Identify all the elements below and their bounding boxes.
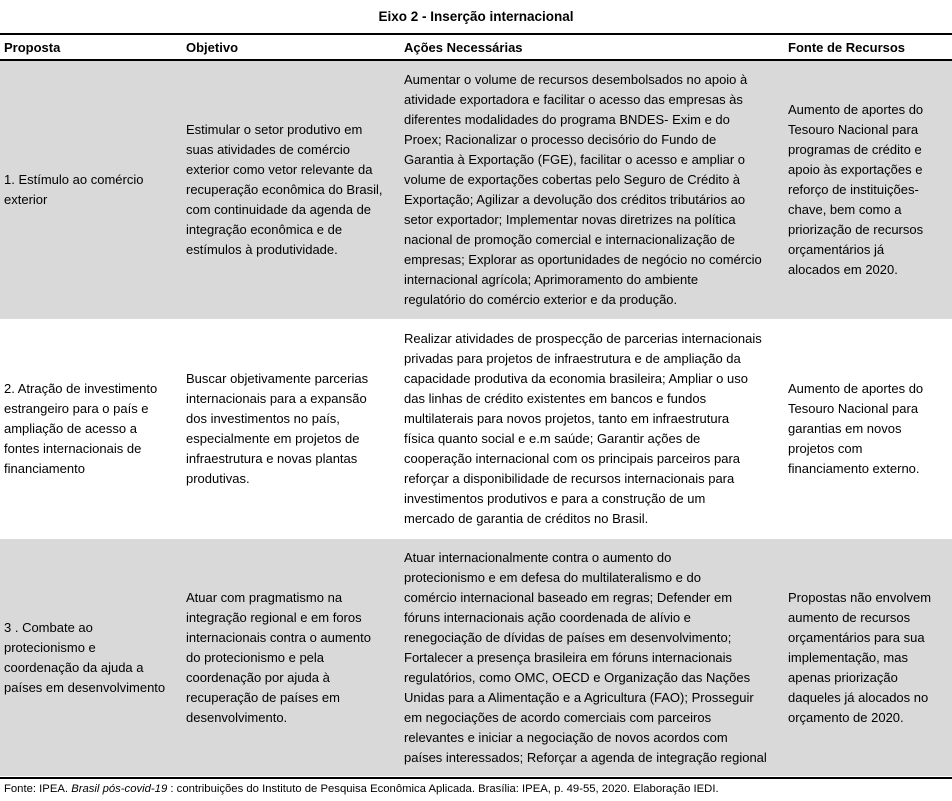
cell-objetivo: Estimular o setor produtivo em suas atividades de comércio exterior como vetor relevante da recuperação econômica do Brasil, com continuidade da agenda de integração econômica e de estímulos à produtividade. xyxy=(186,122,383,257)
cell-objetivo: Atuar com pragmatismo na integração regional e em foros internacionais contra o aumento do protecionismo e pela coordenação por ajuda à recuperação de países em desenvolvimento. xyxy=(186,589,372,725)
source-prefix: Fonte: IPEA. xyxy=(4,783,72,795)
cell-fonte: Propostas não envolvem aumento de recursos orçamentários para sua implementação, mas apenas priorização daqueles já alocados no orçamento de 2020. xyxy=(788,589,932,725)
header-proposta: Proposta xyxy=(4,40,61,55)
header-objetivo: Objetivo xyxy=(186,40,239,55)
cell-fonte: Aumento de aportes do Tesouro Nacional para programas de crédito e apoio às exportações e reforço de instituições- chave, bem como a priorização de recursos orçamentários já alocados em 2020. xyxy=(788,102,924,277)
cell-acoes: Aumentar o volume de recursos desembolsados no apoio à atividade exportadora e facilitar o acesso das empresas às diferentes modalidades do programa BNDES- Exim e do Proex; Racionalizar o processo decisório do Fundo de Garantia à Exportação (FGE), facilitar o acesso e ampliar o volume de exportações cobertas pelo Seguro de Crédito à Exportação; Agilizar a devolução dos créditos tributários ao setor exportador; Implementar novas diretrizes na política nacional de promoção comercial e internacionalização de empresas; Explorar as oportunidades de negócio no comércio internacional agrícola; Aprimoramento do ambiente regulatório do comércio exterior e da produção. xyxy=(404,72,762,307)
cell-acoes: Realizar atividades de prospecção de parcerias internacionais privadas para projetos de infraestrutura e de ampliação da capacidade produtiva da economia brasileira; Ampliar o uso das linhas de crédito existentes em bancos e fundos multilaterais para novos projetos, tanto em infraestrutura física quanto social e e.m saúde; Garantir ações de cooperação internacional com os principais parceiros para reforçar a disponibilidade de recursos internacionais para investimentos produtivos e para a construção de um mercado de garantia de créditos no Brasil. xyxy=(404,331,762,526)
cell-acoes: Atuar internacionalmente contra o aumento do protecionismo e em defesa do multilateralismo e do comércio internacional baseado em regras; Defender em fóruns internacionais ação coordenada de alívio e renegociação de dívidas de países em desenvolvimento; Fortalecer a presença brasileira em fóruns internacionais regulatórios, como OMC, OECD e Organização das Nações Unidas para a Alimentação e a Agricultura (FAO); Prosseguir em negociações de acordo comerciais com parceiros relevantes e iniciar a negociação de novos acordos com países interessados; Reforçar a agenda de integração regional xyxy=(404,549,767,765)
source-suffix: : contribuições do Instituto de Pesquisa Econômica Aplicada. Brasília: IPEA, p. 49-55, 2020. Elaboração IEDI. xyxy=(167,783,719,795)
top-rule xyxy=(0,33,952,35)
cell-objetivo: Buscar objetivamente parcerias internacionais para a expansão dos investimentos no país, especialmente em projetos de infraestrutura e novas plantas produtivas. xyxy=(186,371,369,486)
table-row xyxy=(0,322,952,536)
source-note xyxy=(4,781,950,797)
header-acoes: Ações Necessárias xyxy=(404,40,523,55)
cell-proposta: 1. Estímulo ao comércio exterior xyxy=(4,172,144,207)
table-row xyxy=(0,539,952,776)
cell-proposta: 3 . Combate ao protecionismo e coordenação da ajuda a países em desenvolvimento xyxy=(4,619,166,695)
table-title: Eixo 2 - Inserção internacional xyxy=(378,9,574,24)
cell-fonte: Aumento de aportes do Tesouro Nacional para garantias em novos projetos com financiamento externo. xyxy=(788,381,924,476)
source-title: Brasil pós-covid-19 xyxy=(71,783,168,795)
bottom-rule xyxy=(0,777,952,779)
header-fonte: Fonte de Recursos xyxy=(788,40,906,55)
cell-proposta: 2. Atração de investimento estrangeiro para o país e ampliação de acesso a fontes internacionais de financiamento xyxy=(4,381,158,476)
table-row xyxy=(0,61,952,319)
